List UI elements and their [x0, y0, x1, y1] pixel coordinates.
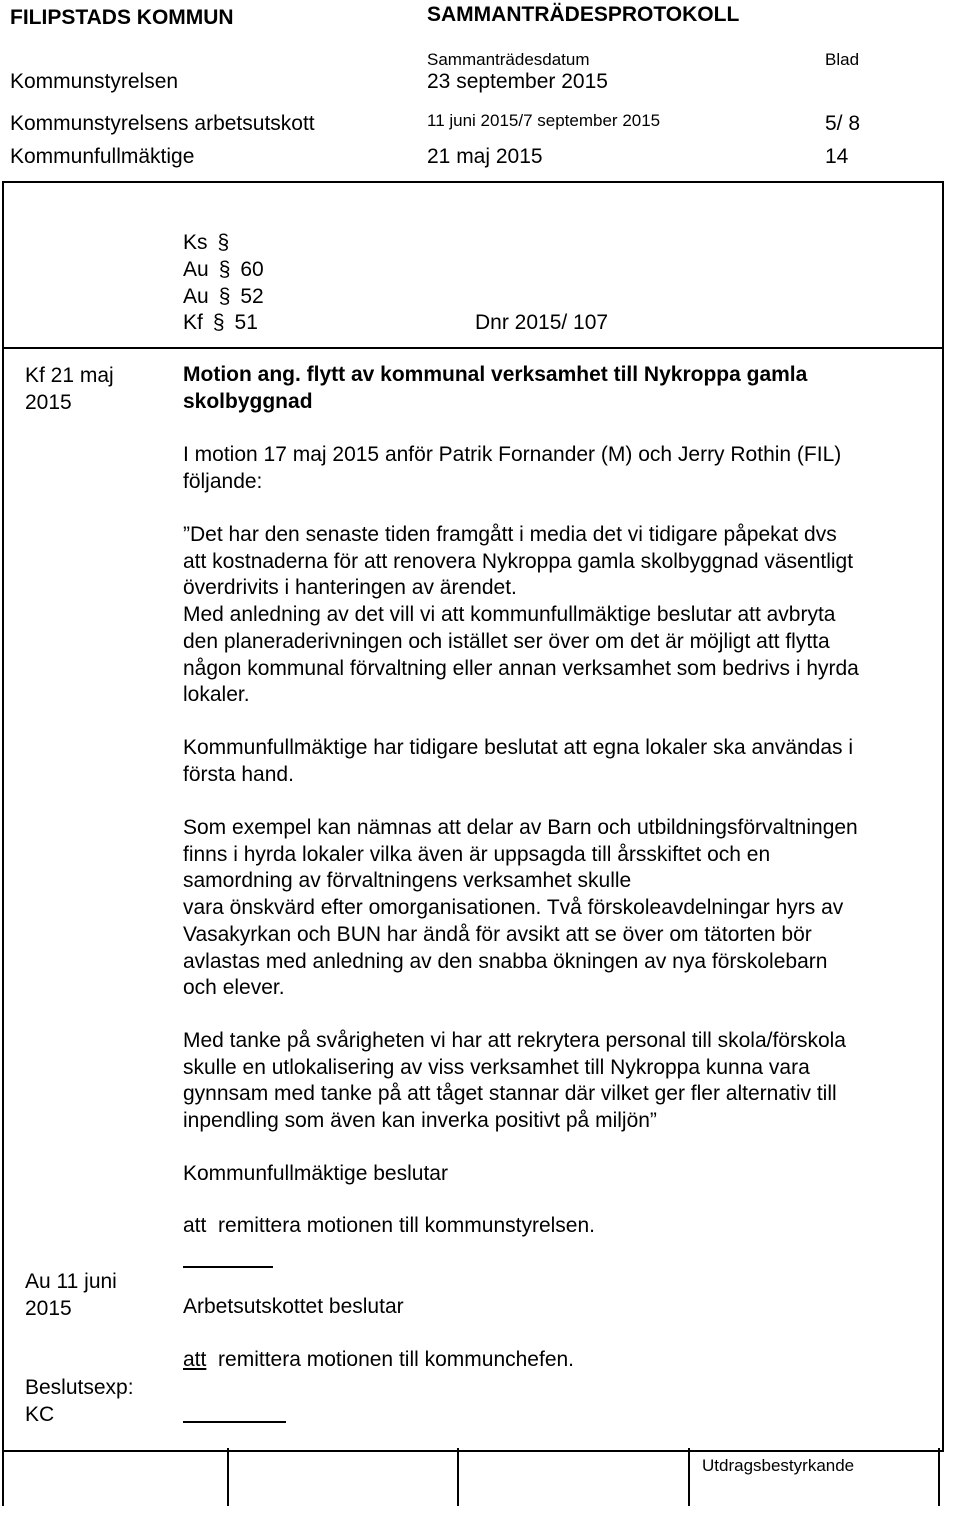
date-label: Sammanträdesdatum — [427, 50, 590, 69]
body-arbetsutskott: Kommunstyrelsens arbetsutskott — [10, 112, 315, 135]
document-title: SAMMANTRÄDESPROTOKOLL — [427, 3, 740, 26]
au-note-line1: Au 11 juni — [25, 1270, 117, 1293]
section-sign-icon: § — [212, 311, 225, 334]
footer-box-divider — [688, 1448, 690, 1506]
page-number: 5/ 8 — [825, 112, 861, 135]
quote-paragraph-4: Med tanke på svårigheten vi har att rekrytera personal till skola/förskola skulle en utlokalisering av viss verksamhet till Nykroppa kunna vara gynnsam med tanke på att tåget stannar där vilket ger fler alternativ till inpendling som även kan inverka positivt på miljön” — [183, 1029, 846, 1133]
att-keyword: att — [183, 1348, 207, 1371]
expedition-label: Beslutsexp: — [25, 1376, 134, 1399]
dnr: Dnr 2015/ 107 — [475, 311, 609, 334]
kf-decision-text: remittera motionen till kommunstyrelsen. — [218, 1214, 595, 1237]
date-kommunfullmaktige: 21 maj 2015 — [427, 145, 543, 168]
ref-au-2: Au § 52 — [183, 285, 264, 308]
date-arbetsutskott: 11 juni 2015/7 september 2015 — [427, 111, 661, 130]
decision-rule — [183, 1266, 273, 1268]
body-kommunfullmaktige: Kommunfullmäktige — [10, 145, 195, 168]
section-sign-icon: § — [217, 231, 230, 254]
footer-box-divider — [457, 1448, 459, 1506]
au-decision-text: remittera motionen till kommunchefen. — [218, 1348, 575, 1371]
section-sign-icon: § — [218, 258, 231, 281]
ref-au-1: Au § 60 — [183, 258, 264, 281]
body-kommunstyrelsen: Kommunstyrelsen — [10, 70, 179, 93]
au-decision-heading: Arbetsutskottet beslutar — [183, 1295, 404, 1318]
au-note-line2: 2015 — [25, 1297, 72, 1320]
quote-paragraph-1: ”Det har den senaste tiden framgått i media det vi tidigare påpekat dvs att kostnaderna för att renovera Nykroppa gamla skolbyggnad väsentligt överdrivits i hanteringen av ärendet. Med anledning av det vill vi att kommunfullmäktige beslutar att avbryta den planeraderivningen och istället ser över om det är möjligt att flytta någon kommunal förvaltning eller annan verksamhet som bedrivs i hyrda lokaler. — [183, 523, 859, 707]
section-sign-icon: § — [218, 285, 231, 308]
paragraph-number: 14 — [825, 145, 849, 168]
decision-rule — [183, 1421, 286, 1423]
motion-title: Motion ang. flytt av kommunal verksamhet till Nykroppa gamla skolbyggnad — [183, 363, 808, 413]
page-label: Blad — [825, 50, 860, 69]
expedition-recipient: KC — [25, 1403, 55, 1426]
ref-ks: Ks § — [183, 231, 233, 255]
kf-note-line2: 2015 — [25, 391, 72, 414]
ref-kf: Kf § 51 — [183, 311, 258, 334]
footer-label: Utdragsbestyrkande — [702, 1456, 855, 1475]
motion-intro: I motion 17 maj 2015 anför Patrik Fornander (M) och Jerry Rothin (FIL) följande: — [183, 443, 842, 493]
header-divider — [2, 181, 942, 183]
footer-box-border — [938, 1448, 940, 1506]
footer-box-border — [2, 1448, 4, 1506]
au-decision — [183, 1348, 574, 1372]
kf-decision-heading: Kommunfullmäktige beslutar — [183, 1162, 448, 1185]
date-kommunstyrelsen: 23 september 2015 — [427, 70, 608, 93]
municipality-name: FILIPSTADS KOMMUN — [10, 6, 234, 29]
refs-divider — [2, 347, 942, 349]
kf-note-line1: Kf 21 maj — [25, 364, 114, 387]
kf-decision — [183, 1214, 595, 1238]
quote-paragraph-2: Kommunfullmäktige har tidigare beslutat att egna lokaler ska användas i första hand. — [183, 736, 854, 786]
quote-paragraph-3: Som exempel kan nämnas att delar av Barn och utbildningsförvaltningen finns i hyrda lokaler vilka även är uppsagda till årsskiftet och en samordning av förvaltningens verksamhet skulle vara önskvärd efter omorganisationen. Två förskoleavdelningar hyrs av Vasakyrkan och BUN har ändå för avsikt att se över om tätorten bör avlastas med anledning av den snabba ökningen av nya förskolebarn och elever. — [183, 816, 858, 1000]
att-keyword: att — [183, 1214, 207, 1237]
footer-box-divider — [227, 1448, 229, 1506]
